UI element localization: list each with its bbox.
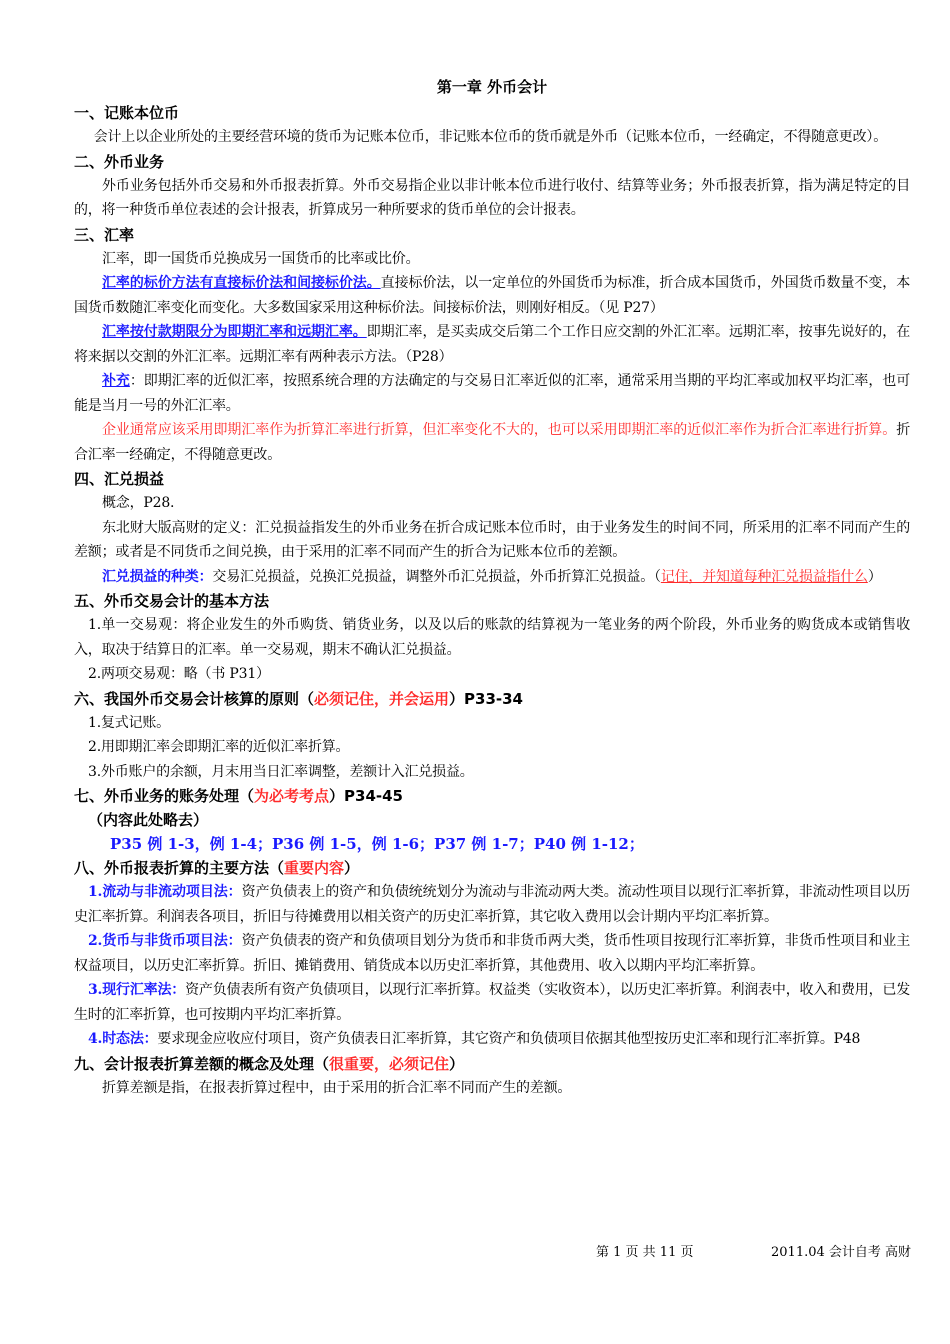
quotation-methods-highlight: 汇率的标价方法有直接标价法和间接标价法。 xyxy=(102,275,381,291)
method-1-label: 1.流动与非流动项目法： xyxy=(88,884,242,900)
method-2-label: 2.货币与非货币项目法： xyxy=(88,933,242,949)
section-9-heading-emphasis: 很重要，必须记住 xyxy=(329,1054,450,1073)
section-1-paragraph: 会计上以企业所处的主要经营环境的货币为记账本位币，非记账本位币的货币就是外币（记账本位币，一经确定，不得随意更改）。 xyxy=(93,129,887,145)
section-3-heading: 三、汇率 xyxy=(74,225,135,244)
section-7-heading-a: 七、外币业务的账务处理（ xyxy=(74,787,255,805)
section-3-paragraph-5 xyxy=(74,418,910,467)
section-6-item-2: 2.用即期汇率会即期汇率的近似汇率折算。 xyxy=(88,739,350,755)
method-3-label: 3.现行汇率法： xyxy=(88,982,186,998)
conversion-rate-note-red: 企业通常应该采用即期汇率作为折算汇率进行折算，但汇率变化不大的，也可以采用即期汇率的近似汇率作为折合汇率进行折算。 xyxy=(102,422,897,438)
section-8-method-4 xyxy=(74,1027,910,1052)
exchange-types-close-paren: ） xyxy=(867,568,882,585)
section-8-heading xyxy=(74,856,910,880)
section-9-paragraph: 折算差额是指，在报表折算过程中，由于采用的折合汇率不同而产生的差额。 xyxy=(102,1079,572,1096)
section-6-item-1: 1.复式记账。 xyxy=(88,714,170,731)
conversion-rate-note-text: 折合汇率一经确定，不得随意更改。 xyxy=(74,422,910,463)
section-1-heading: 一、记账本位币 xyxy=(74,104,180,122)
section-4-heading: 四、汇兑损益 xyxy=(74,470,165,488)
footer-source: 2011.04 会计自考 高财 xyxy=(771,1245,912,1260)
section-2-heading: 二、外币业务 xyxy=(74,152,165,171)
exchange-types-text: 交易汇兑损益，兑换汇兑损益，调整外币汇兑损益，外币折算汇兑损益。 xyxy=(212,568,655,585)
section-9-heading xyxy=(74,1052,910,1076)
method-4-label: 4.时态法： xyxy=(88,1031,158,1047)
section-3-paragraph-4 xyxy=(74,369,910,418)
section-8-heading-b: ） xyxy=(344,859,360,877)
section-8-method-3 xyxy=(74,978,910,1027)
section-6-heading-b: ）P33-34 xyxy=(449,689,523,708)
section-3-paragraph-2 xyxy=(74,271,910,320)
section-6-heading-a: 六、我国外币交易会计核算的原则（ xyxy=(74,689,315,708)
section-7-example-references: P35 例 1-3，例 1-4；P36 例 1-5，例 1-6；P37 例 1-7；P40 例 1-12； xyxy=(110,835,644,853)
section-8-method-2 xyxy=(74,929,910,978)
section-3-paragraph-1: 汇率，即一国货币兑换成另一国货币的比率或比价。 xyxy=(102,250,420,267)
spot-forward-text: 即期汇率，是买卖成交后第二个工作日应交割的外汇汇率。远期汇率，按事先说好的，在将来据以交割的外汇汇率。远期汇率有两种表示方法。（P28） xyxy=(74,324,910,365)
section-7-heading xyxy=(74,784,910,808)
section-6-item-3: 3.外币账户的余额，月末用当日汇率调整，差额计入汇兑损益。 xyxy=(88,763,474,780)
section-5-heading: 五、外币交易会计的基本方法 xyxy=(74,592,270,610)
section-4-paragraph-2: 东北财大版高财的定义：汇兑损益指发生的外币业务在折合成记账本位币时，由于业务发生的时间不同，所采用的汇率不同而产生的差额；或者是不同货币之间兑换，由于采用的汇率不同而产生的折合为记账本位币的差额。 xyxy=(74,519,910,560)
quotation-methods-text: 直接标价法，以一定单位的外国货币为标准，折合成本国货币，外国货币数量不变，本国货币数随汇率变化而变化。大多数国家采用这种标价法。间接标价法，则刚好相反。（见 P27） xyxy=(74,275,910,316)
section-9-heading-a: 九、会计报表折算差额的概念及处理（ xyxy=(74,1054,330,1073)
supplement-text: ：即期汇率的近似汇率，按照系统合理的方法确定的与交易日汇率近似的汇率，通常采用当期的平均汇率或加权平均汇率，也可能是当月一号的外汇汇率。 xyxy=(74,373,910,414)
method-1-text: 资产负债表上的资产和负债统统划分为流动与非流动两大类。流动性项目以现行汇率折算，非流动性项目以历史汇率折算。利润表各项目，折旧与待摊费用以相关资产的历史汇率折算，其它收入费用以会计期内平均汇率折算。 xyxy=(74,884,910,925)
section-7-heading-emphasis: 为必考考点 xyxy=(254,787,330,805)
supplement-highlight: 补充 xyxy=(102,373,130,389)
method-2-text: 资产负债表的资产和负债项目划分为货币和非货币两大类，货币性项目按现行汇率折算，非货币性项目和业主权益项目，以历史汇率折算。折旧、摊销费用、销货成本以历史汇率折算，其他费用、收入以期内平均汇率折算。 xyxy=(74,933,910,974)
section-7-heading-b: ）P34-45 xyxy=(329,787,403,805)
method-3-text: 资产负债表所有资产负债项目，以现行汇率折算。权益类（实收资本），以历史汇率折算。利润表中，收入和费用，已发生时的汇率折算，也可按期内平均汇率折算。 xyxy=(74,982,911,1023)
section-4-paragraph-1: 概念，P28. xyxy=(102,495,175,511)
section-5-item-1: 1.单一交易观：将企业发生的外币购货、销货业务，以及以后的账款的结算视为一笔业务的两个阶段，外币业务的购货成本或销售收入，取决于结算日的汇率。单一交易观，期末不确认汇兑损益。 xyxy=(74,617,910,658)
section-8-method-1 xyxy=(74,880,910,929)
exchange-types-reminder: 记住，并知道每种汇兑损益指什么 xyxy=(660,568,868,585)
exchange-types-highlight: 汇兑损益的种类： xyxy=(102,568,213,585)
section-6-heading-emphasis: 必须记住，并会运用 xyxy=(314,689,450,708)
method-4-text: 要求现金应收应付项目，资产负债表日汇率折算，其它资产和负债项目依据其他型按历史汇率和现行汇率折算。P48 xyxy=(157,1031,861,1047)
section-8-heading-a: 八、外币报表折算的主要方法（ xyxy=(74,859,285,877)
exchange-types-open-paren: （ xyxy=(654,568,661,585)
section-5-item-2: 2.两项交易观：略（书 P31） xyxy=(88,666,270,682)
page-number: 第 1 页 共 11 页 xyxy=(596,1245,694,1260)
section-7-omitted-note: （内容此处略去） xyxy=(88,811,209,829)
section-8-heading-emphasis: 重要内容 xyxy=(284,859,345,877)
section-2-paragraph: 外币业务包括外币交易和外币报表折算。外币交易指企业以非计帐本位币进行收付、结算等业务；外币报表折算，指为满足特定的目的，将一种货币单位表述的会计报表，折算成另一种所要求的货币单位的会计报表。 xyxy=(74,177,910,218)
section-4-paragraph-3 xyxy=(74,565,910,590)
spot-forward-highlight: 汇率按付款期限分为即期汇率和远期汇率。 xyxy=(102,324,367,340)
section-9-heading-b: ） xyxy=(449,1054,465,1073)
chapter-title: 第一章 外币会计 xyxy=(436,78,548,96)
section-6-heading xyxy=(74,687,910,711)
section-3-paragraph-3 xyxy=(74,320,910,369)
